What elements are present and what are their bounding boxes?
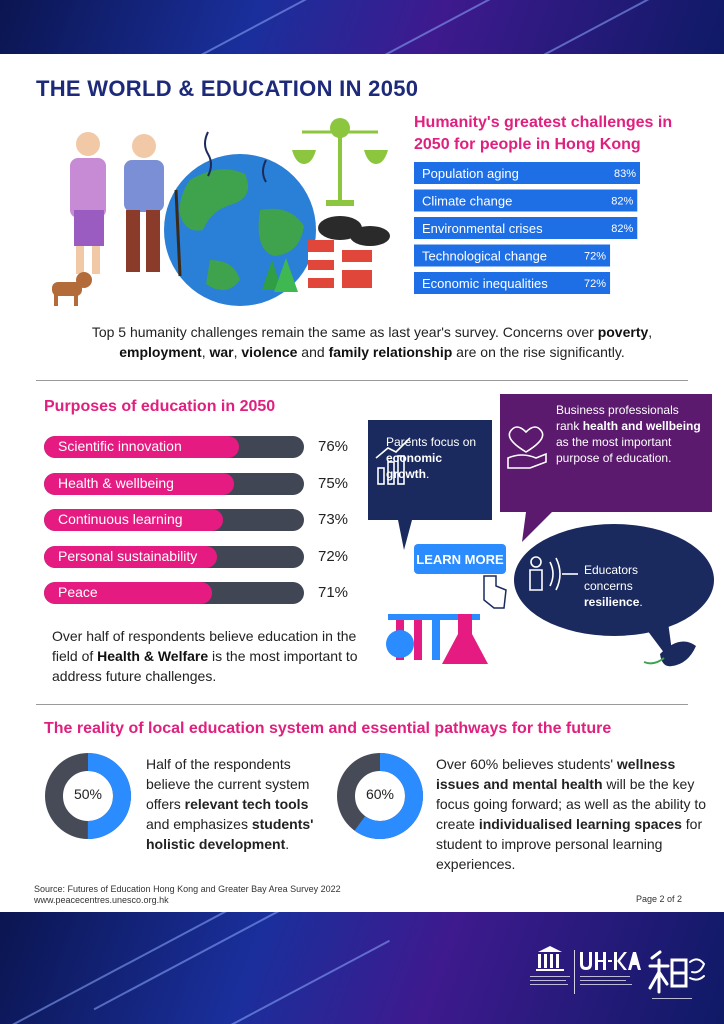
light-streak [131, 0, 309, 54]
light-streak [230, 940, 390, 1024]
page-number: Page 2 of 2 [636, 894, 683, 904]
reality-right-text: Over 60% believes students' wellness issues and mental health will be the key focus going forward; as well as the ability to create individualised learning spaces for student to improve personal learning experiences. [436, 756, 707, 872]
purposes-note: Over half of respondents believe education in the field of Health & Welfare is the most important to address future challenges. [52, 628, 358, 684]
dog-illustration [52, 272, 92, 306]
section-divider [36, 704, 688, 705]
light-streak [437, 0, 703, 54]
challenge-label: Environmental crises [422, 221, 543, 236]
purpose-bar-track [44, 436, 304, 458]
challenge-value: 83% [613, 168, 636, 180]
peace-centre-logo [650, 952, 704, 999]
factory-chimney-icon [308, 216, 390, 288]
business-bubble-text: Business professionals rank health and wellbeing as the most important purpose of education. [556, 403, 701, 465]
unesco-logo [530, 946, 570, 985]
purpose-bar-track [44, 473, 304, 495]
challenge-label: Climate change [422, 193, 513, 209]
challenge-value: 72% [584, 250, 607, 263]
light-streak [0, 912, 243, 1024]
challenges-note: Top 5 humanity challenges remain the same as last year's survey. Concerns over poverty, employment, war, violence and family relationship are on the rise significantly. [91, 324, 653, 360]
purpose-value: 72% [318, 547, 349, 565]
elderly-couple-illustration [70, 132, 180, 276]
donut-right-value: 60% [365, 786, 395, 802]
learn-more-button[interactable]: LEARN MORE [416, 552, 504, 567]
challenge-value: 82% [611, 195, 634, 208]
purpose-value: 73% [318, 511, 349, 528]
hero-illustration [40, 110, 400, 320]
challenge-value: 72% [584, 278, 607, 290]
purpose-value: 75% [318, 474, 349, 492]
footer-band [0, 912, 724, 1024]
purpose-value: 71% [318, 584, 349, 601]
light-streak [94, 912, 307, 1010]
partner-logos [524, 946, 714, 1016]
purpose-label: Continuous learning [58, 511, 183, 527]
purposes-title: Purposes of education in 2050 [44, 398, 276, 415]
purpose-label: Personal sustainability [58, 547, 198, 564]
purpose-label: Health & wellbeing [58, 474, 174, 491]
source-footnote: Source: Futures of Education Hong Kong and Greater Bay Area Survey 2022 www.peacecentres.unesco.org.hk [34, 884, 341, 905]
header-band [0, 0, 724, 54]
challenge-label: Economic inequalities [422, 276, 548, 291]
science-flasks-icon [386, 614, 488, 664]
website-link[interactable]: www.peacecentres.unesco.org.hk [34, 895, 169, 905]
purpose-bar-track [44, 582, 304, 604]
purpose-bar-track [44, 509, 304, 531]
challenge-value: 82% [611, 223, 634, 235]
educators-bubble-text: Educators concerns resilience. [584, 563, 643, 609]
challenges-chart [414, 162, 654, 302]
light-streak [315, 0, 546, 54]
section-divider [36, 380, 688, 381]
reality-left-text: Half of the respondents believe the current system offers relevant tech tools and emphasizes students' holistic development. [146, 756, 314, 852]
donut-left-value: 50% [73, 786, 103, 802]
pointer-hand-icon [484, 576, 506, 608]
uhka-logo [574, 950, 641, 994]
challenge-label: Population aging [422, 166, 519, 181]
purpose-label: Peace [58, 584, 98, 600]
purpose-label: Scientific innovation [58, 438, 182, 454]
page-title: THE WORLD & EDUCATION IN 2050 [36, 76, 419, 101]
challenges-title: Humanity's greatest challenges in 2050 for people in Hong Kong [414, 114, 673, 153]
balance-scale-icon [292, 118, 388, 206]
reality-title: The reality of local education system and essential pathways for the future [44, 720, 612, 737]
purpose-value: 76% [318, 438, 349, 455]
purpose-bar-track [44, 546, 304, 568]
challenge-label: Technological change [422, 248, 548, 264]
parents-bubble-text: Parents focus on economic growth. [386, 435, 477, 481]
